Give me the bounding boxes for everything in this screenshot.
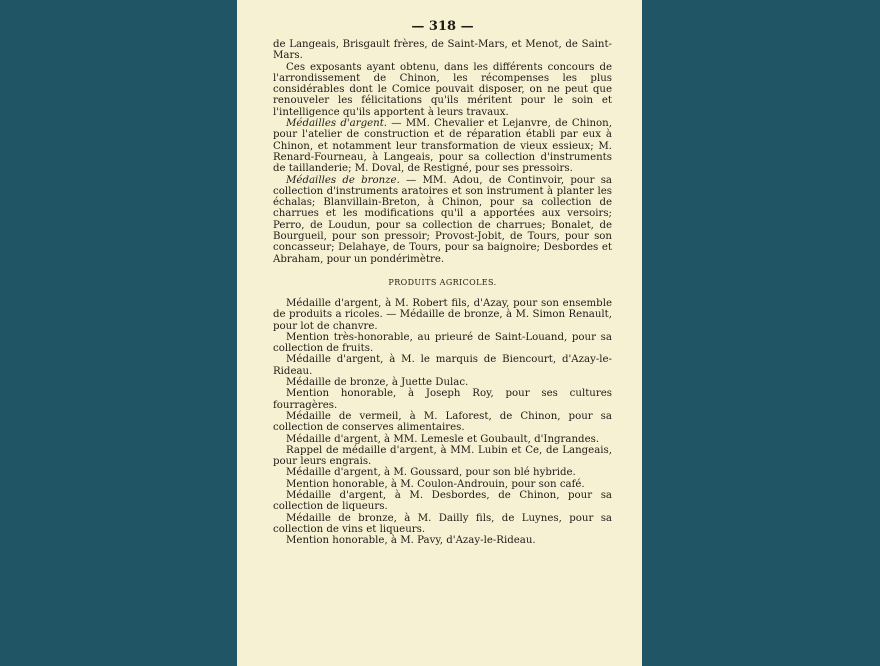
award-entry: Médaille d'argent, à M. Desbordes, de Chinon, pour sa collection de liqueurs. [273, 489, 612, 513]
award-entry: Médaille de bronze, à Juette Dulac. [286, 377, 469, 389]
award-entry: Rappel de médaille d'argent, à MM. Lubin et Ce, de Langeais, pour leurs engrais. [273, 444, 612, 468]
paragraph-medailles-argent: Médailles d'argent. — MM. Chevalier et Lejanvre, de Chinon, pour l'atelier de construction et de réparation établi par eux à Chinon, et notamment leur transformation de vieux essieux; M. Renard-Fourneau, à Langeais, pour sa collection d'instruments de taillanderie; M. Doval, de Restigné, pour ses pressoirs. [273, 118, 612, 175]
award-entry: Mention très-honorable, au prieuré de Saint-Louand, pour sa collection de fruits. [273, 331, 612, 355]
award-entry: Mention honorable, à M. Pavy, d'Azay-le-Rideau. [286, 535, 536, 547]
award-entry: Médaille de vermeil, à M. Laforest, de Chinon, pour sa collection de conserves alimentaires. [273, 410, 612, 434]
award-entry: Médaille d'argent, à M. le marquis de Biencourt, d'Azay-le-Rideau. [273, 354, 612, 377]
paragraph: de Langeais, Brisgault frères, de Saint-Mars, et Menot, de Saint-Mars. [273, 39, 612, 62]
award-entry: Médaille d'argent, à M. Robert fils, d'Azay, pour son ensemble de produits a ricoles. — Médaille de bronze, à M. Simon Renault, pour lot de chanvre. [273, 297, 612, 332]
award-entry: Médaille d'argent, à M. Goussard, pour son blé hybride. [286, 467, 576, 479]
page-number: — 318 — [411, 19, 474, 34]
paragraph: Ces exposants ayant obtenu, dans les différents concours de l'arrondissement de Chinon, les récompenses les plus considérables dont le Comice pouvait disposer, on ne peut que renouveler les félicitations qu'ils méritent pour le soin et l'intelligence qu'ils apportent à leurs travaux. [273, 61, 612, 118]
scanned-page [237, 0, 642, 666]
section-heading: PRODUITS AGRICOLES. [388, 277, 497, 287]
award-entry: Médaille d'argent, à MM. Lemesle et Goubault, d'Ingrandes. [286, 433, 600, 445]
award-entry: Mention honorable, à M. Coulon-Androuin, pour son café. [286, 478, 585, 490]
paragraph-medailles-bronze: Médailles de bronze. — MM. Adou, de Continvoir, pour sa collection d'instruments aratoires et son instrument à planter les échalas; Blanvillain-Breton, à Chinon, pour sa collection de charrues et les modifications qu'il a apportées aux versoirs; Perro, de Loudun, pour sa collection de charrues; Bonalet, de Bourgueil, pour son pressoir; Provost-Jobit, de Tours, pour son concasseur; Delahaye, de Tours, pour sa baignoire; Desbordes et Abraham, pour un pondérimètre. [273, 174, 612, 265]
award-entry: Mention honorable, à Joseph Roy, pour ses cultures fourragères. [273, 388, 612, 411]
award-entry: Médaille de bronze, à M. Dailly fils, de Luynes, pour sa collection de vins et liqueurs. [273, 512, 612, 535]
